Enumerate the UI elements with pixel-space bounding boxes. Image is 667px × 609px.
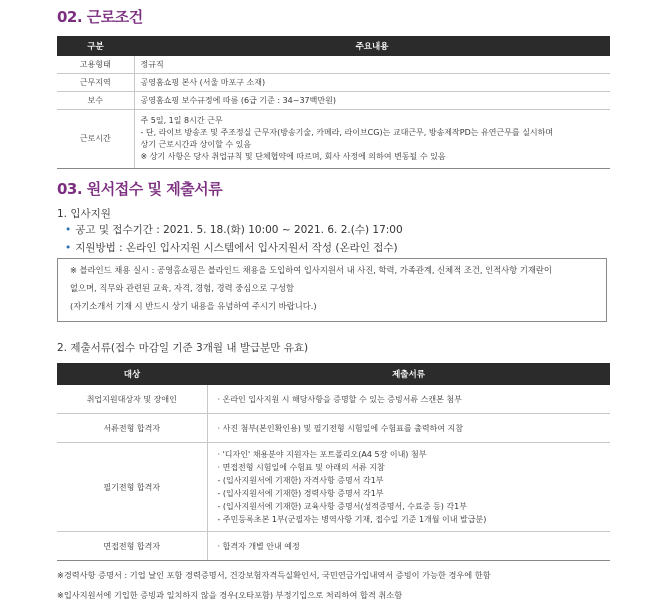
row-value: 정규직 [134, 56, 610, 74]
value-line: 주 5일, 1일 8시간 근무 [140, 116, 223, 125]
footnote-false-entry: ※입사지원서에 기입한 증빙과 일치하지 않을 경우(오타포함) 부정기입으로 처리하여 합격 취소함 [57, 590, 403, 600]
table-row [57, 56, 610, 74]
header-target: 대상 [57, 363, 207, 385]
value-line: - (입사지원서에 기재한) 경력사항 증명서 각1부 [217, 489, 384, 498]
footnote-career: ※경력사항 증명서 : 기업 날인 포함 경력증명서, 건강보험자격득실확인서, 국민연금가입내역서 증빙이 가능한 경우에 한함 [57, 570, 491, 580]
section-3-title: 03. 원서접수 및 제출서류 [57, 180, 223, 198]
value-line: ※ 상기 사항은 당사 취업규칙 및 단체협약에 따르며, 회사 사정에 의하여 변동될 수 있음 [140, 152, 446, 161]
row-value: 공영홈쇼핑 보수규정에 따름 (6급 기준 : 34~37백만원) [134, 92, 610, 110]
subheading-documents: 2. 제출서류(접수 마감일 기준 3개월 내 발급분만 유효) [57, 342, 309, 354]
section-2-title: 02. 근로조건 [57, 8, 143, 26]
value-line: - (입사지원서에 기재한) 교육사항 증명서(성적증명서, 수료증 등) 각1부 [217, 502, 467, 511]
row-key: 필기전형 합격자 [57, 443, 207, 532]
table-row [57, 443, 610, 532]
bullet-dot-icon: • [65, 224, 72, 236]
row-key: 면접전형 합격자 [57, 532, 207, 561]
table-row [57, 532, 610, 561]
work-conditions-table [57, 36, 610, 169]
row-value [134, 110, 610, 169]
subheading-application: 1. 입사지원 [57, 208, 111, 220]
value-line: - (입사지원서에 기재한) 자격사항 증명서 각1부 [217, 476, 384, 485]
row-value: · 사진 첨부(본인확인용) 및 필기전형 시험일에 수험표를 출력하여 지참 [207, 414, 610, 443]
bullet-dot-icon: • [65, 242, 72, 254]
value-line: · '디자인' 채용분야 지원자는 포트폴리오(A4 5장 이내) 첨부 [217, 450, 427, 459]
value-line: · 면접전형 시험일에 수험표 및 아래의 서류 지참 [217, 463, 385, 472]
row-value: 공영홈쇼핑 본사 (서울 마포구 소재) [134, 74, 610, 92]
row-key: 고용형태 [57, 56, 134, 74]
header-documents: 제출서류 [207, 363, 610, 385]
row-key: 보수 [57, 92, 134, 110]
value-line: 상기 근로시간과 상이할 수 있음 [140, 140, 252, 149]
row-value [207, 443, 610, 532]
row-value: · 온라인 입사지원 시 해당사항을 증명할 수 있는 증빙서류 스캔본 첨부 [207, 385, 610, 414]
row-key: 취업지원대상자 및 장애인 [57, 385, 207, 414]
bullet-period: • 공고 및 접수기간 : 2021. 5. 18.(화) 10:00 ~ 2021. 6. 2.(수) 17:00 [65, 224, 403, 236]
note-line: ※ 블라인드 채용 실시 : 공영홈쇼핑은 블라인드 채용을 도입하여 입사지원서 내 사진, 학력, 가족관계, 신체적 조건, 인적사항 기재란이 [70, 265, 552, 275]
documents-table [57, 363, 610, 561]
header-content: 주요내용 [134, 36, 610, 56]
header-category: 구분 [57, 36, 134, 56]
note-line: (자기소개서 기재 시 반드시 상기 내용을 유념하여 주시기 바랍니다.) [70, 301, 317, 311]
row-key: 근로시간 [57, 110, 134, 169]
row-value: · 합격자 개별 안내 예정 [207, 532, 610, 561]
table-row [57, 414, 610, 443]
bullet-method: • 지원방법 : 온라인 입사지원 시스템에서 입사지원서 작성 (온라인 접수) [65, 242, 398, 254]
table-header-row [57, 36, 610, 56]
note-line: 없으며, 직무와 관련된 교육, 자격, 경험, 경력 중심으로 구성함 [70, 283, 295, 293]
table-row [57, 110, 610, 169]
table-row [57, 74, 610, 92]
value-line: - 주민등록초본 1부(군필자는 병역사항 기재, 접수일 기준 1개월 이내 발급분) [217, 515, 487, 524]
row-key: 서류전형 합격자 [57, 414, 207, 443]
value-line: - 단, 라이브 방송조 및 주조정실 근무자(방송기술, 카메라, 라이브CG)는 교대근무, 방송제작PD는 유연근무를 실시하며 [140, 128, 554, 137]
table-row [57, 385, 610, 414]
table-row [57, 92, 610, 110]
row-key: 근무지역 [57, 74, 134, 92]
table-header-row [57, 363, 610, 385]
blind-hiring-note [57, 258, 607, 322]
